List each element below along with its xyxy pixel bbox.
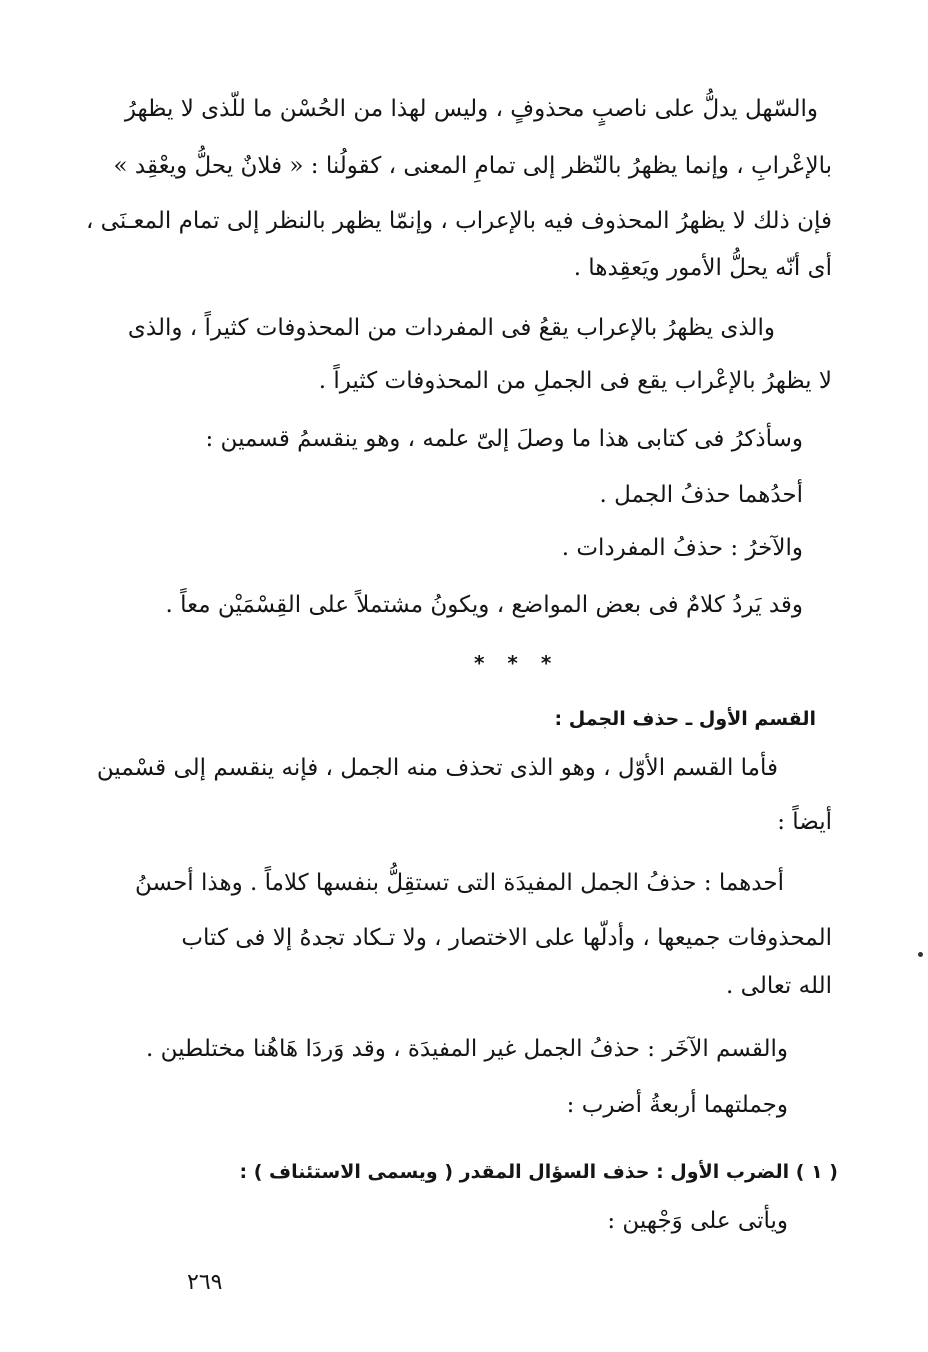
text-line: وسأذكرُ فى كتابى هذا ما وصلَ إلىّ علمه ، وهو ينقسمُ قسمين : [205,426,803,452]
text-line: ويأتى على وَجْهين : [607,1208,788,1234]
text-line: وجملتهما أربعةُ أضرب : [566,1092,788,1118]
scan-speck [918,952,923,957]
text-line: بالإعْرابِ ، وإنما يظهرُ بالنّظر إلى تمامِ المعنى ، كقولُنا : « فلانٌ يحلُّ ويعْقِد » [113,153,832,179]
section-separator: * * * [474,651,560,675]
text-line: المحذوفات جميعها ، وأدلّها على الاختصار ، ولا تـكاد تجدهُ إلا فى كتاب [181,925,832,951]
text-line: الله تعالى . [726,973,832,999]
text-line: وقد يَردُ كلامٌ فى بعض المواضع ، ويكونُ مشتملاً على القِسْمَيْن معاً . [165,592,803,618]
text-line: فأما القسم الأوّل ، وهو الذى تحذف منه الجمل ، فإنه ينقسم إلى قسْمين [96,755,778,781]
text-line: أى أنّه يحلُّ الأمور ويَعقِدها . [573,255,832,281]
section-heading: القسم الأول ـ حذف الجمل : [554,708,816,730]
text-line: والسّهل يدلُّ على ناصبٍ محذوفٍ ، وليس لهذا من الحُسْن ما للّذى لا يظهرُ [124,96,818,122]
page-number: ٢٦٩ [187,1270,223,1295]
text-line: فإن ذلك لا يظهرُ المحذوف فيه بالإعراب ، وإنمّا يظهر بالنظر إلى تمام المعـنَى ، [85,208,832,234]
text-line: والقسم الآخَر : حذفُ الجمل غير المفيدَة ، وقد وَردَا هَاهُنا مختلطين . [145,1036,788,1062]
text-line: أحدهما : حذفُ الجمل المفيدَة التى تستقِلُّ بنفسها كلاماً . وهذا أحسنُ [135,870,784,896]
text-line: لا يظهرُ بالإعْراب يقع فى الجملِ من المحذوفات كثيراً . [318,368,832,394]
text-line: والآخرُ : حذفُ المفردات . [561,535,803,561]
text-line: أحدُهما حذفُ الجمل . [599,482,803,508]
subsection-heading: ( ١ ) الضرب الأول : حذف السؤال المقدر ( ويسمى الاستئناف ) : [239,1161,838,1183]
text-line: والذى يظهرُ بالإعراب يقعُ فى المفردات من المحذوفات كثيراً ، والذى [127,315,775,341]
text-line: أيضاً : [777,809,832,835]
